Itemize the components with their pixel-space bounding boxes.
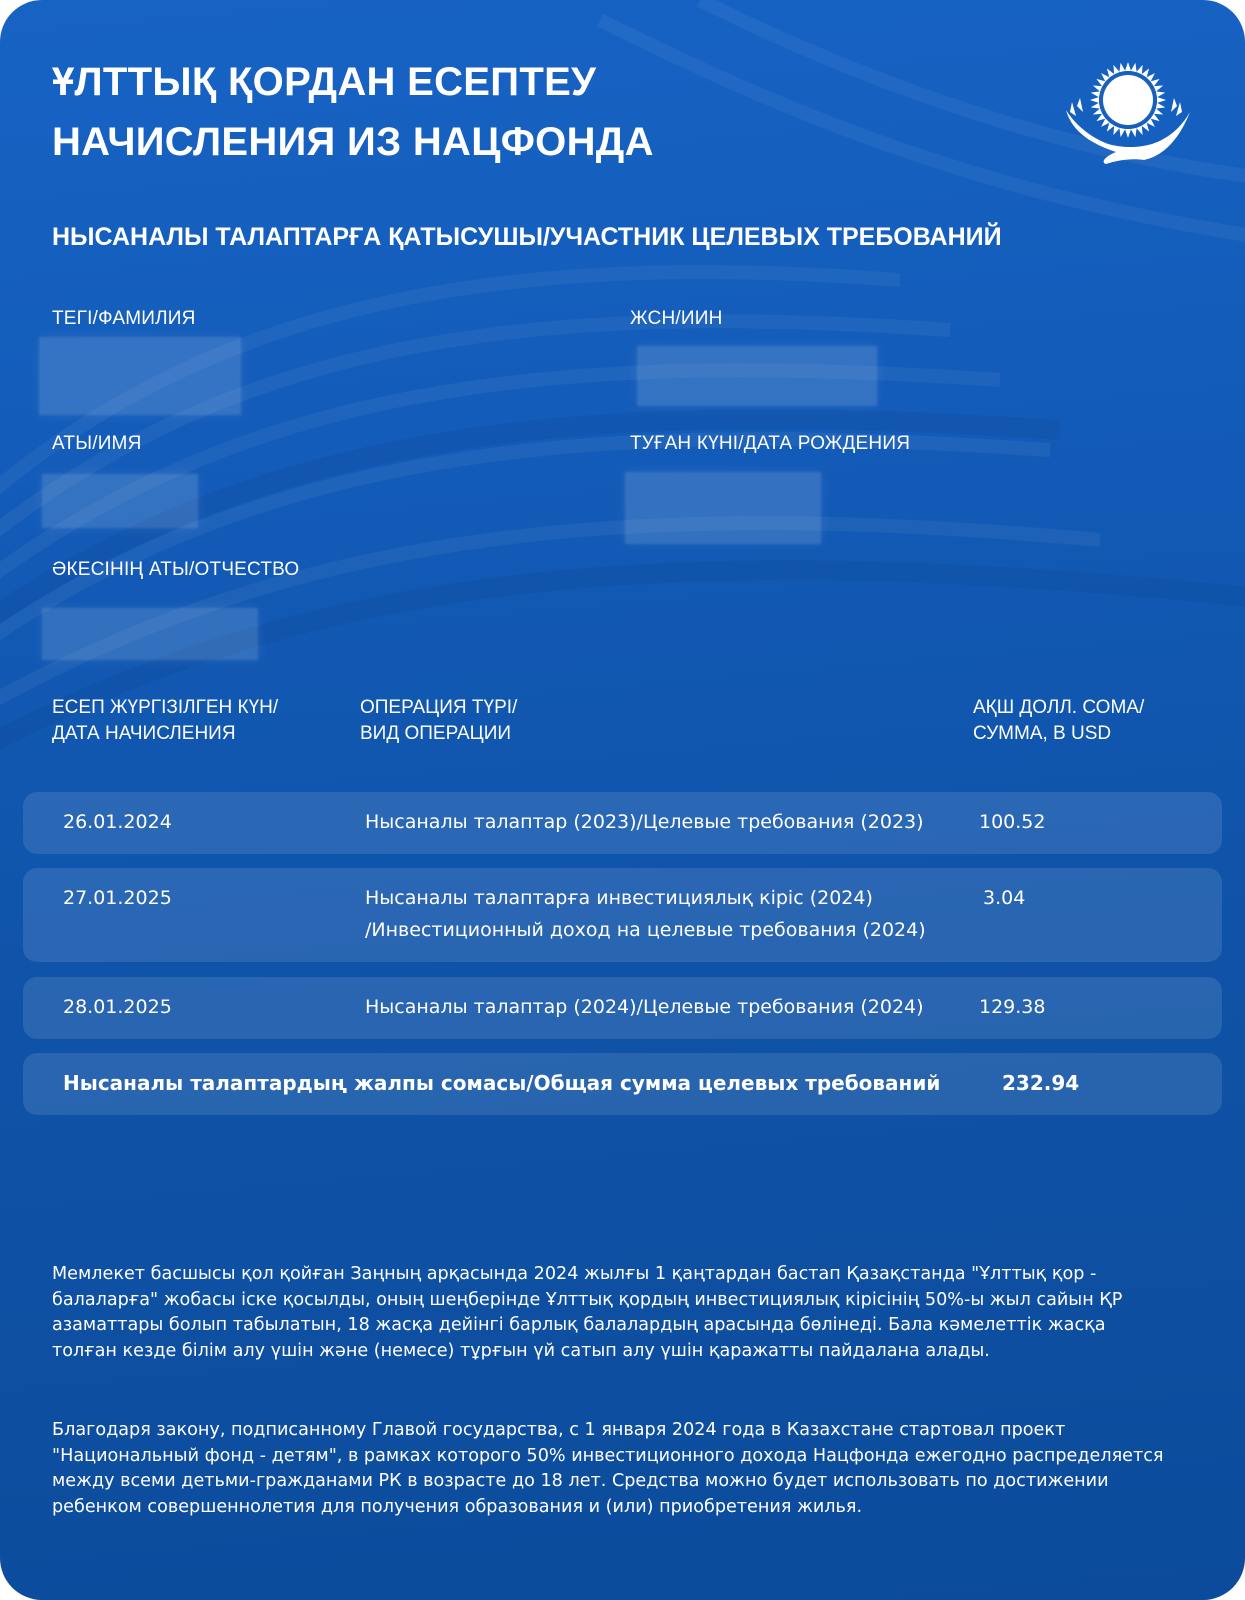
row-amount: 3.04 <box>983 887 1026 909</box>
total-amount: 232.94 <box>1002 1071 1080 1095</box>
birthdate-label: ТУҒАН КҮНІ/ДАТА РОЖДЕНИЯ <box>630 433 911 454</box>
kazakhstan-emblem-icon <box>1062 52 1194 170</box>
page-title <box>52 52 654 172</box>
total-label: Нысаналы талаптардың жалпы сомасы/Общая сумма целевых требований <box>63 1071 941 1095</box>
birthdate-value-redacted <box>625 472 821 544</box>
name-value-redacted <box>42 474 198 528</box>
info-paragraph-russian: Благодаря закону, подписанному Главой государства, с 1 января 2024 года в Казахстане стартовал проект "Национальный фонд - детям", в рамках которого 50% инвестиционного дохода Нацфонда ежегодно распределяется между всеми детьми-гражданами РК в возрасте до 18 лет. Средства можно будет использовать по достижении ребенком совершеннолетия для получения образования и (или) приобретения жилья. <box>52 1420 1164 1517</box>
iin-label: ЖСН/ИИН <box>630 308 723 329</box>
row-date: 26.01.2024 <box>63 811 172 833</box>
table-row <box>23 792 1222 854</box>
title-russian: НАЧИСЛЕНИЯ ИЗ НАЦФОНДА <box>52 120 654 164</box>
row-operation: Нысаналы талаптар (2023)/Целевые требования (2023) <box>365 811 924 833</box>
row-date: 28.01.2025 <box>63 996 172 1018</box>
table-total-row <box>23 1053 1222 1115</box>
row-amount: 100.52 <box>979 811 1046 833</box>
table-row <box>23 977 1222 1039</box>
column-header-date: ЕСЕП ЖҮРГІЗІЛГЕН КҮН/ ДАТА НАЧИСЛЕНИЯ <box>52 697 279 744</box>
title-kazakh: ҰЛТТЫҚ ҚОРДАН ЕСЕПТЕУ <box>52 60 597 104</box>
name-label: АТЫ/ИМЯ <box>52 433 142 454</box>
patronymic-value-redacted <box>42 608 258 660</box>
surname-label: ТЕГІ/ФАМИЛИЯ <box>52 308 196 329</box>
row-operation: Нысаналы талаптар (2024)/Целевые требования (2024) <box>365 996 924 1018</box>
row-operation: Нысаналы талаптарға инвестициялық кіріс (2024) /Инвестиционный доход на целевые требования (2024) <box>365 887 926 941</box>
iin-value-redacted <box>637 346 877 406</box>
section-title-participant: НЫСАНАЛЫ ТАЛАПТАРҒА ҚАТЫСУШЫ/УЧАСТНИК ЦЕЛЕВЫХ ТРЕБОВАНИЙ <box>52 223 1002 251</box>
table-row <box>23 868 1222 962</box>
info-paragraph-kazakh: Мемлекет басшысы қол қойған Заңның арқасында 2024 жылғы 1 қаңтардан бастап Қазақстанда "Ұлттық қор - балаларға" жобасы іске қосылды, оның шеңберінде Ұлттық қордың инвестициялық кірісінің 50%-ы жыл сайын ҚР азаматтары болып табылатын, 18 жасқа дейінгі барлық балалардың арасында бөлінеді. Бала кәмелеттік жасқа толған кезде білім алу үшін және (немесе) тұрғын үй сатып алу үшін қаражатты пайдалана алады. <box>52 1264 1123 1361</box>
row-amount: 129.38 <box>979 996 1046 1018</box>
row-date: 27.01.2025 <box>63 887 172 909</box>
surname-value-redacted <box>39 337 241 415</box>
column-header-amount: АҚШ ДОЛЛ. СОМА/ СУММА, В USD <box>973 697 1145 744</box>
column-header-operation: ОПЕРАЦИЯ ТҮРІ/ ВИД ОПЕРАЦИИ <box>360 697 518 744</box>
patronymic-label: ӘКЕСІНІҢ АТЫ/ОТЧЕСТВО <box>52 559 300 580</box>
